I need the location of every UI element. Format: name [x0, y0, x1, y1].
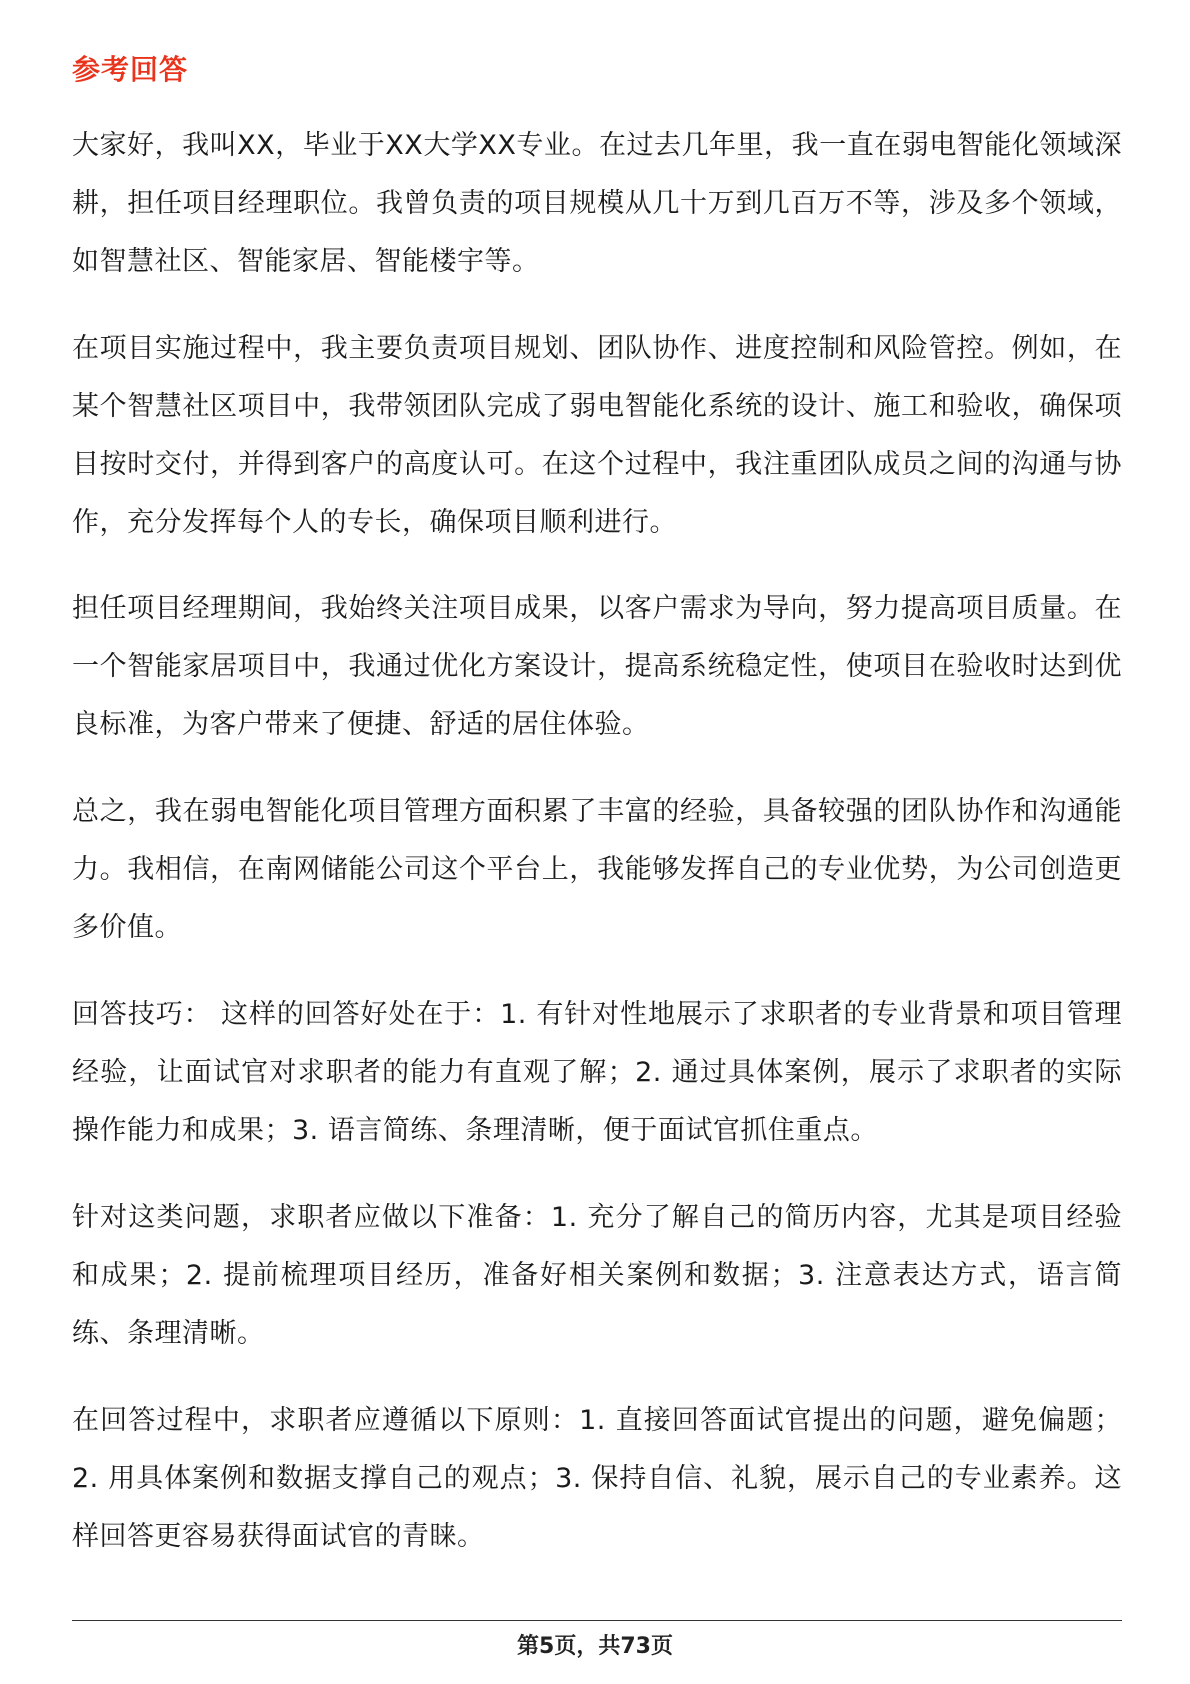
answer-paragraph-3: 担任项目经理期间，我始终关注项目成果，以客户需求为导向，努力提高项目质量。在一个智能家居项目中，我通过优化方案设计，提高系统稳定性，使项目在验收时达到优良标准，为客户带来了便捷、舒适的居住体验。: [72, 593, 1122, 740]
answer-paragraph-2: 在项目实施过程中，我主要负责项目规划、团队协作、进度控制和风险管控。例如，在某个智慧社区项目中，我带领团队完成了弱电智能化系统的设计、施工和验收，确保项目按时交付，并得到客户的高度认可。在这个过程中，我注重团队成员之间的沟通与协作，充分发挥每个人的专长，确保项目顺利进行。: [72, 333, 1122, 538]
section-heading: 参考回答: [72, 53, 189, 86]
page-number: 第5页，共73页: [517, 1634, 673, 1659]
preparation-paragraph: 针对这类问题，求职者应做以下准备：1. 充分了解自己的简历内容，尤其是项目经验和成果；2. 提前梳理项目经历，准备好相关案例和数据；3. 注意表达方式，语言简练、条理清晰。: [72, 1202, 1122, 1349]
answer-paragraph-1: 大家好，我叫XX，毕业于XX大学XX专业。在过去几年里，我一直在弱电智能化领域深耕，担任项目经理职位。我曾负责的项目规模从几十万到几百万不等，涉及多个领域，如智慧社区、智能家居、智能楼宇等。: [72, 130, 1122, 277]
footer-divider: [72, 1620, 1122, 1621]
principles-paragraph: 在回答过程中，求职者应遵循以下原则：1. 直接回答面试官提出的问题，避免偏题；2. 用具体案例和数据支撑自己的观点；3. 保持自信、礼貌，展示自己的专业素养。这样回答更容易获得面试官的青睐。: [72, 1405, 1122, 1552]
tips-paragraph: 回答技巧： 这样的回答好处在于：1. 有针对性地展示了求职者的专业背景和项目管理经验，让面试官对求职者的能力有直观了解；2. 通过具体案例，展示了求职者的实际操作能力和成果；3. 语言简练、条理清晰，便于面试官抓住重点。: [72, 999, 1122, 1146]
answer-paragraph-4: 总之，我在弱电智能化项目管理方面积累了丰富的经验，具备较强的团队协作和沟通能力。我相信，在南网储能公司这个平台上，我能够发挥自己的专业优势，为公司创造更多价值。: [72, 796, 1122, 943]
